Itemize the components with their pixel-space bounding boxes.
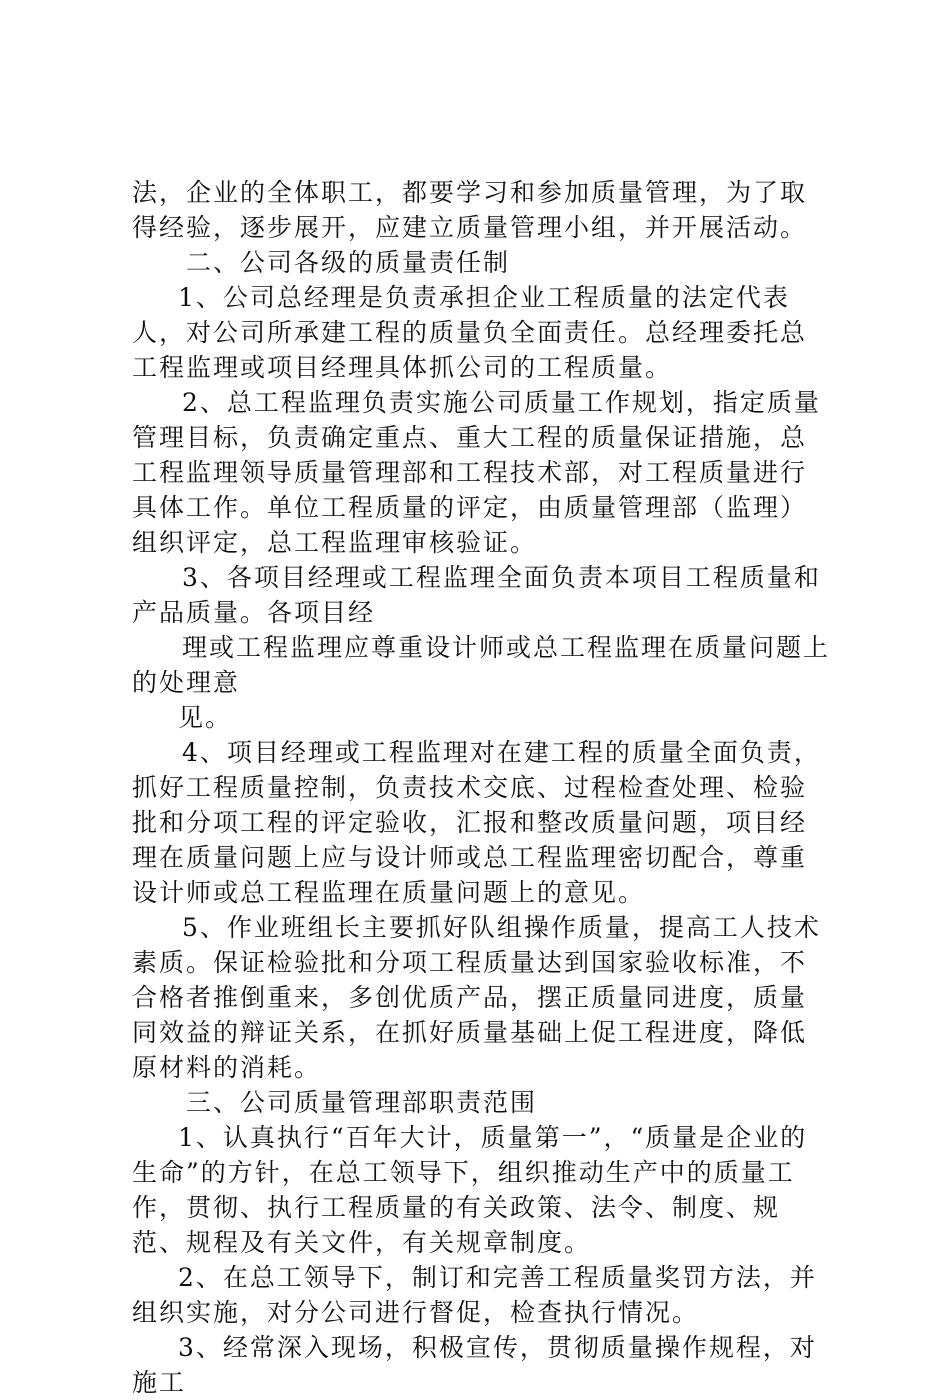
paragraph-3-3: 3、经常深入现场，积极宣传，贯彻质量操作规程，对施工 (132, 1333, 817, 1397)
document-body (132, 175, 832, 1400)
paragraph-2-4: 4、项目经理或工程监理对在建工程的质量全面负责，抓好工程质量控制，负责技术交底、过程检查处理、检验批和分项工程的评定验收，汇报和整改质量问题，项目经理在质量问题上应与设计师或总工程监理密切配合，尊重设计师或总工程监理在质量问题上的意见。 (132, 738, 821, 907)
paragraph-2-2: 2、总工程监理负责实施公司质量工作规划，指定质量管理目标，负责确定重点、重大工程的质量保证措施，总工程监理领导质量管理部和工程技术部，对工程质量进行具体工作。单位工程质量的评定，由质量管理部（监理）组织评定，总工程监理审核验证。 (132, 388, 821, 557)
paragraph-2-3-continued: 理或工程监理应尊重设计师或总工程监理在质量问题上的处理意 (132, 633, 831, 697)
section-heading-2: 二、公司各级的质量责任制 (186, 248, 511, 277)
paragraph-2-3-end: 见。 (178, 703, 233, 732)
paragraph-intro-continued: 法，企业的全体职工，都要学习和参加质量管理，为了取得经验，逐步展开，应建立质量管理小组，并开展活动。 (132, 178, 808, 242)
paragraph-2-5: 5、作业班组长主要抓好队组操作质量，提高工人技术素质。保证检验批和分项工程质量达到国家验收标准，不合格者推倒重来，多创优质产品，摆正质量同进度，质量同效益的辩证关系，在抓好质量基础上促工程进度，降低原材料的消耗。 (132, 913, 821, 1082)
paragraph-3-2: 2、在总工领导下，制订和完善工程质量奖罚方法，并组织实施，对分公司进行督促，检查执行情况。 (132, 1263, 817, 1327)
section-heading-3: 三、公司质量管理部职责范围 (186, 1088, 538, 1117)
paragraph-2-1: 1、公司总经理是负责承担企业工程质量的法定代表人，对公司所承建工程的质量负全面责任。总经理委托总工程监理或项目经理具体抓公司的工程质量。 (132, 283, 808, 382)
paragraph-3-1: 1、认真执行“百年大计，质量第一”，“质量是企业的生命”的方针，在总工领导下，组织推动生产中的质量工作，贯彻、执行工程质量的有关政策、法令、制度、规范、规程及有关文件，有关规章制度。 (132, 1123, 808, 1257)
paragraph-2-3: 3、各项目经理或工程监理全面负责本项目工程质量和产品质量。各项目经 (132, 563, 821, 627)
